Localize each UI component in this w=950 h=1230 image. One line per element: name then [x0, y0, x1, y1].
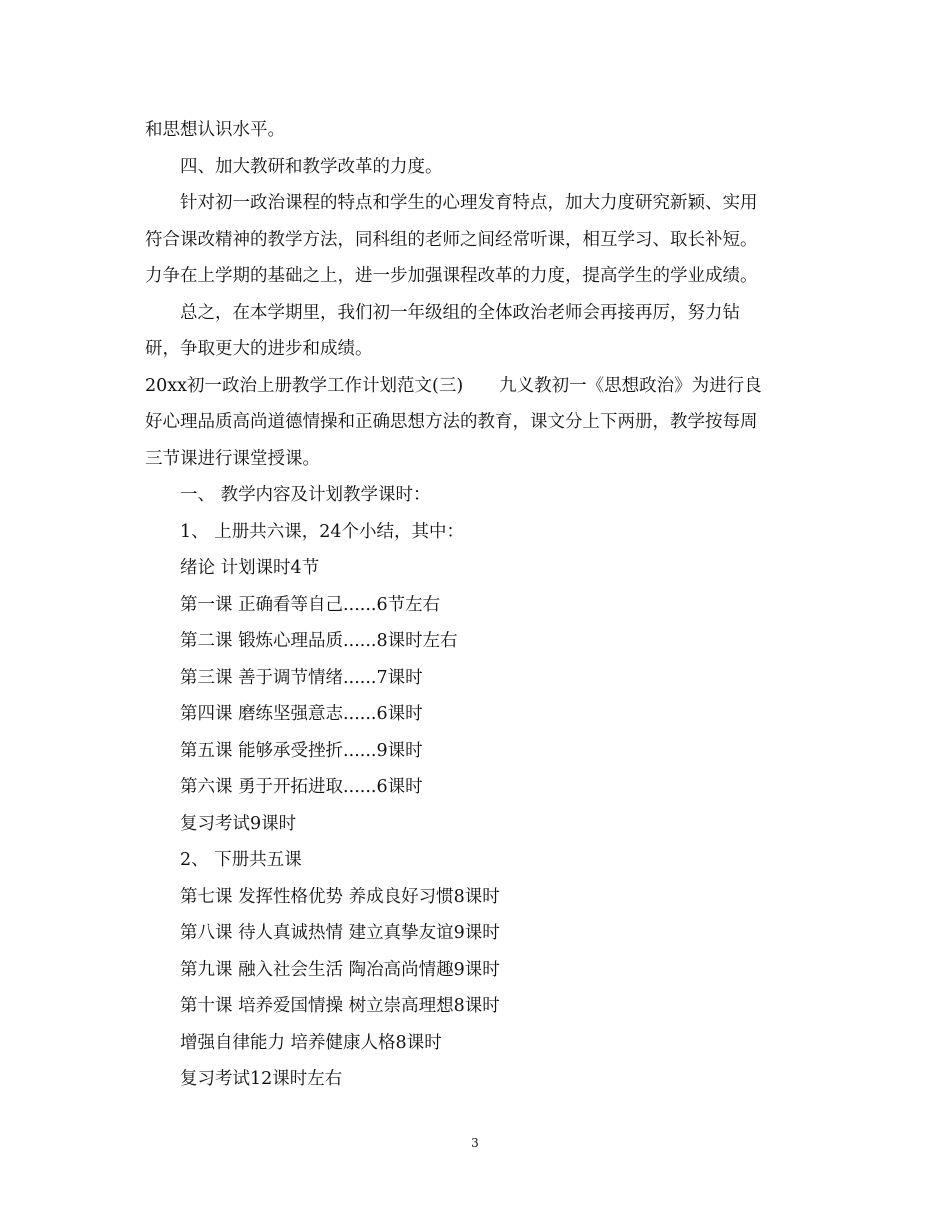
lesson-item: 第十课 培养爱国情操 树立崇高理想8课时 — [180, 996, 500, 1016]
page-number: 3 — [471, 1136, 479, 1150]
lesson-item: 第九课 融入社会生活 陶冶高尚情趣9课时 — [180, 959, 500, 980]
lesson-item: 第四课 磨练坚强意志......6课时 — [180, 704, 423, 724]
lesson-item: 第八课 待人真诚热情 建立真挚友谊9课时 — [180, 923, 500, 943]
text-line: 总之，在本学期里，我们初一年级组的全体政治老师会再接再厉，努力钻 — [180, 302, 740, 323]
text-line: 三节课进行课堂授课。 — [145, 448, 320, 469]
text-line: 和思想认识水平。 — [145, 120, 285, 140]
lesson-item: 第五课 能够承受挫折......9课时 — [180, 740, 423, 761]
lesson-item: 增强自律能力 培养健康人格8课时 — [180, 1032, 442, 1053]
lesson-item: 第七课 发挥性格优势 养成良好习惯8课时 — [180, 886, 500, 907]
lesson-item: 第六课 勇于开拓进取......6课时 — [180, 777, 423, 797]
section-heading: 一、 教学内容及计划教学课时： — [180, 485, 431, 505]
text-line: 研，争取更大的进步和成绩。 — [145, 339, 373, 359]
article-title: 20xx初一政治上册教学工作计划范文(三) — [145, 375, 464, 396]
text-line: 符合课改精神的教学方法，同科组的老师之间经常听课，相互学习、取长补短。 — [145, 229, 758, 250]
section-heading: 四、加大教研和教学改革的力度。 — [180, 156, 443, 177]
lesson-item: 绪论 计划课时4节 — [180, 558, 320, 578]
lesson-item: 第三课 善于调节情绪......7课时 — [180, 667, 423, 688]
article-title-line — [145, 368, 810, 405]
lesson-item: 第二课 锻炼心理品质......8课时左右 — [180, 631, 458, 651]
lesson-item: 复习考试9课时 — [180, 813, 297, 834]
lesson-item: 复习考试12课时左右 — [180, 1069, 343, 1089]
text-line: 好心理品质高尚道德情操和正确思想方法的教育，课文分上下两册，教学按每周 — [145, 412, 758, 432]
text-line: 针对初一政治课程的特点和学生的心理发育特点，加大力度研究新颖、实用 — [180, 193, 758, 213]
list-item: 1、 上册共六课，24个小结，其中： — [180, 521, 464, 542]
document-body — [145, 112, 810, 1098]
article-intro-text: 九义教初一《思想政治》为进行良 — [499, 375, 762, 396]
text-line: 力争在上学期的基础之上，进一步加强课程改革的力度，提高学生的学业成绩。 — [145, 266, 758, 286]
lesson-item: 第一课 正确看等自己......6节左右 — [180, 594, 441, 615]
list-item: 2、 下册共五课 — [180, 850, 302, 870]
